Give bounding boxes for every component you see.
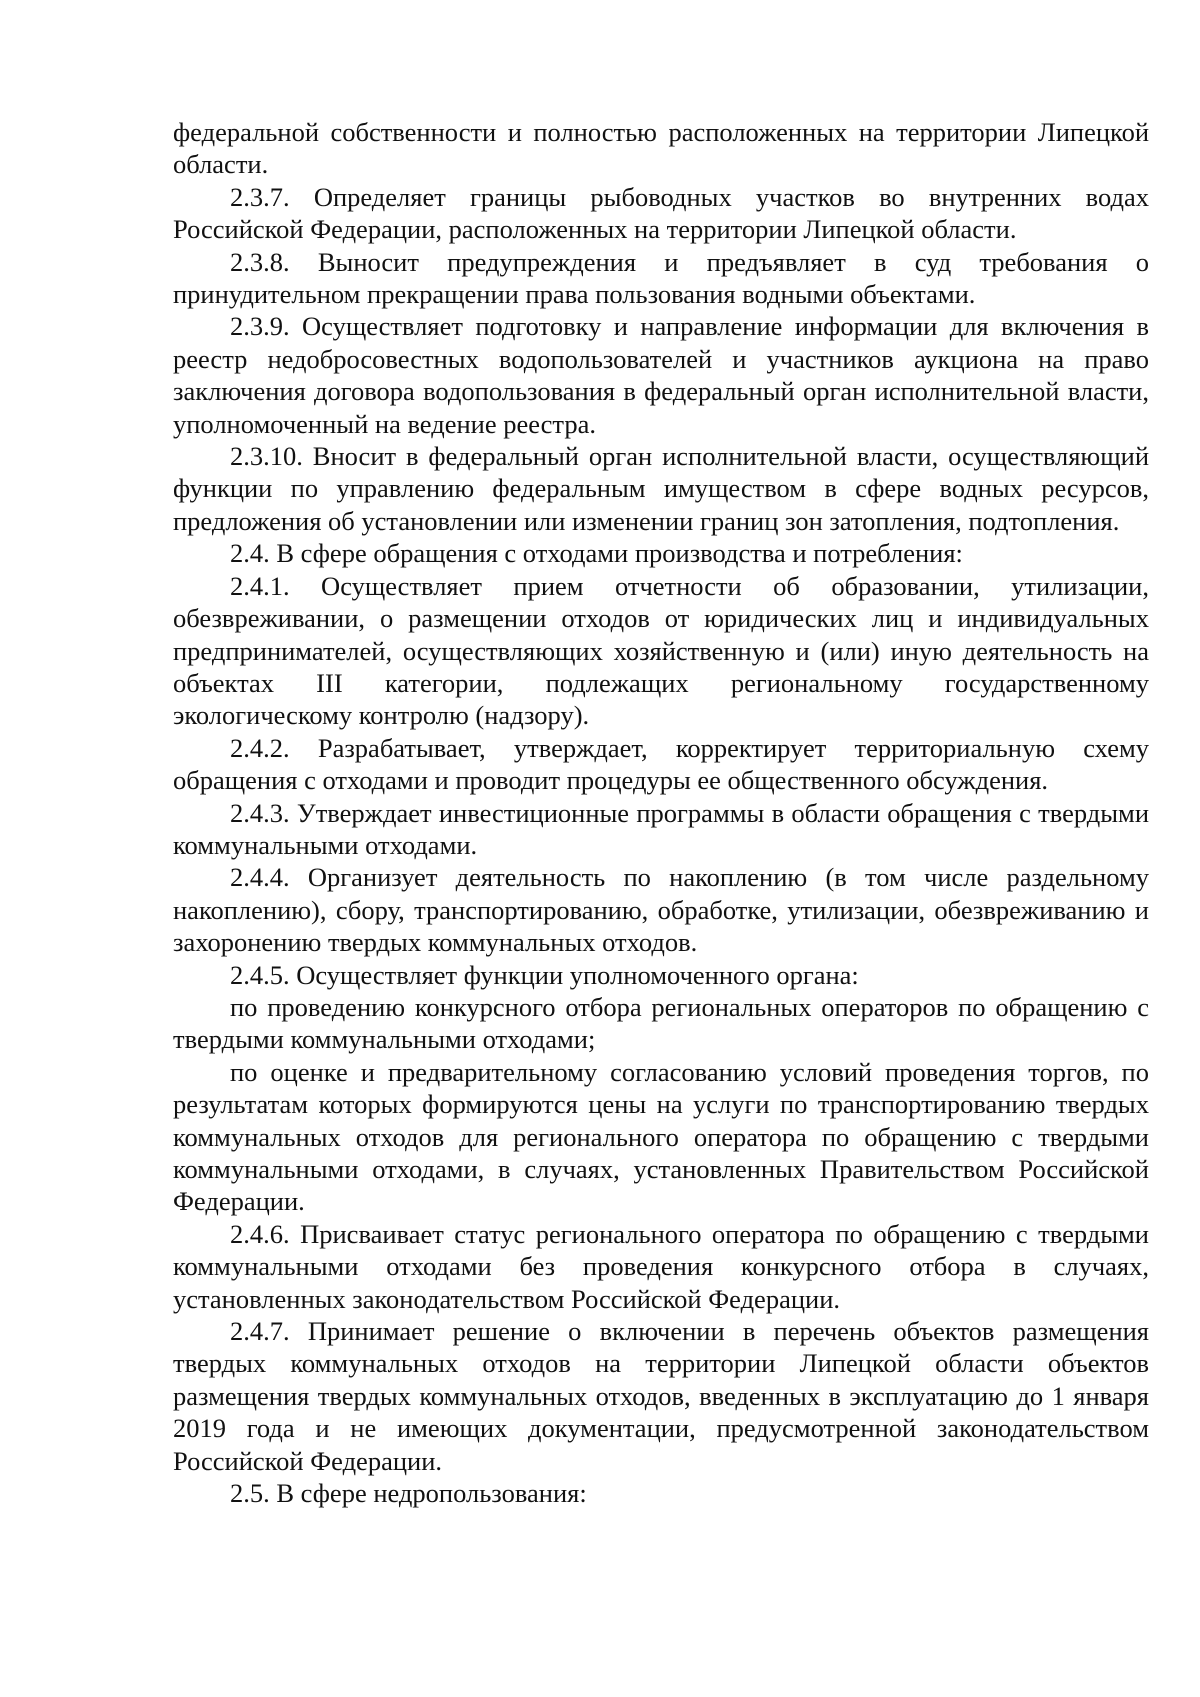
paragraph-2-3-7: 2.3.7. Определяет границы рыбоводных участков во внутренних водах Российской Федерации, расположенных на территории Липецкой области. [173,181,1149,245]
paragraph-2-4-heading: 2.4. В сфере обращения с отходами производства и потребления: [230,538,963,569]
paragraph-2-4-4: 2.4.4. Организует деятельность по накоплению (в том числе раздельному накоплению), сбору, транспортированию, обработке, утилизации, обезвреживанию и захоронению твердых коммунальных отходов. [173,862,1149,958]
paragraph-2-4-5-item-2: по оценке и предварительному согласованию условий проведения торгов, по результатам которых формируются цены на услуги по транспортированию твердых коммунальных отходов для регионального оператора по обращению с твердыми коммунальными отходами, в случаях, установленных Правительством Российской Федерации. [173,1056,1149,1217]
paragraph-2-3-8: 2.3.8. Выносит предупреждения и предъявляет в суд требования о принудительном прекращении права пользования водными объектами. [173,246,1149,310]
paragraph-2-4-6: 2.4.6. Присваивает статус регионального оператора по обращению с твердыми коммунальными отходами без проведения конкурсного отбора в случаях, установленных законодательством Российской Федерации. [173,1218,1149,1314]
document-body [173,116,1149,1509]
paragraph-2-4-2: 2.4.2. Разрабатывает, утверждает, корректирует территориальную схему обращения с отходами и проводит процедуры ее общественного обсуждения. [173,732,1149,796]
paragraph-2-4-7: 2.4.7. Принимает решение о включении в перечень объектов размещения твердых коммунальных отходов на территории Липецкой области объектов размещения твердых коммунальных отходов, введенных в эксплуатацию до 1 января 2019 года и не имеющих документации, предусмотренной законодательством Российской Федерации. [173,1316,1149,1476]
paragraph-2-4-5-item-1: по проведению конкурсного отбора региональных операторов по обращению с твердыми коммунальными отходами; [173,991,1149,1055]
paragraph-2-3-10: 2.3.10. Вносит в федеральный орган исполнительной власти, осуществляющий функции по управлению федеральным имуществом в сфере водных ресурсов, предложения об установлении или изменении границ зон затопления, подтопления. [173,441,1149,536]
paragraph-2-4-3: 2.4.3. Утверждает инвестиционные программы в области обращения с твердыми коммунальными отходами. [173,797,1149,860]
paragraph-2-4-5: 2.4.5. Осуществляет функции уполномоченного органа: [230,959,859,990]
paragraph-continuation: федеральной собственности и полностью расположенных на территории Липецкой области. [173,117,1149,180]
paragraph-2-5-heading: 2.5. В сфере недропользования: [230,1478,587,1509]
paragraph-2-4-1: 2.4.1. Осуществляет прием отчетности об образовании, утилизации, обезвреживании, о размещении отходов от юридических лиц и индивидуальных предпринимателей, осуществляющих хозяйственную и (или) иную деятельность на объектах III категории, подлежащих региональному государственному экологическому контролю (надзору). [173,570,1149,731]
paragraph-2-3-9: 2.3.9. Осуществляет подготовку и направление информации для включения в реестр недобросовестных водопользователей и участников аукциона на право заключения договора водопользования в федеральный орган исполнительной власти, уполномоченный на ведение реестра. [173,311,1149,439]
